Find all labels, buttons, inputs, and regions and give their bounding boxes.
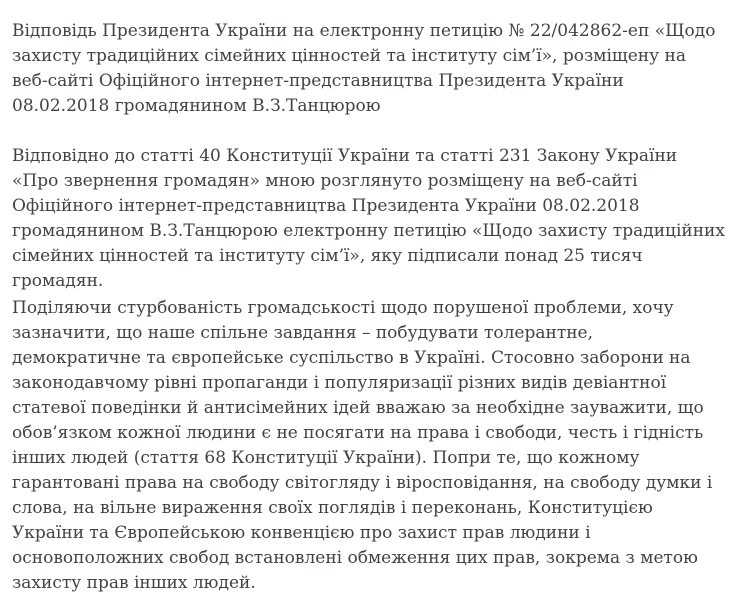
paragraph-response-body: Поділяючи стурбованість громадськості щодо порушеної проблеми, хочу зазначити, що наше спільне завдання – побудувати толерантне, демократичне та європейське суспільство в Україні. Стосовно заборони на законодавчому рівні пропаганди і популяризації різних видів девіантної статевої поведінки й антисімейних ідей вважаю за необхідне зауважити, що обов’язком кожної людини є не посягати на права і свободи, честь і гідність інших людей (стаття 68 Конституції України). Попри те, що кожному гарантовані права на свободу світогляду і віросповідання, на свободу думки і слова, на вільне вираження своїх поглядів і переконань, Конституцією України та Європейською конвенцією про захист прав людини і основоположних свобод встановлені обмеження цих прав, зокрема з метою захисту прав інших людей. <box>12 298 713 593</box>
paragraph-legal-basis: Відповідно до статті 40 Конституції України та статті 231 Закону України «Про звернення громадян» мною розглянуто розміщену на веб-сайті Офіційного інтернет-представництва Президента України 08.02.2018 громадянином В.З.Танцюрою електронну петицію «Щодо захисту традиційних сімейних цінностей та інституту сім’ї», яку підписали понад 25 тисяч громадян. <box>12 146 725 291</box>
paragraph-response-title: Відповідь Президента України на електронну петицію № 22/042862-еп «Щодо захисту традиційних сімейних цінностей та інституту сім’ї», розміщену на веб-сайті Офіційного інтернет-представництва Президента України 08.02.2018 громадянином В.З.Танцюрою <box>12 21 716 116</box>
